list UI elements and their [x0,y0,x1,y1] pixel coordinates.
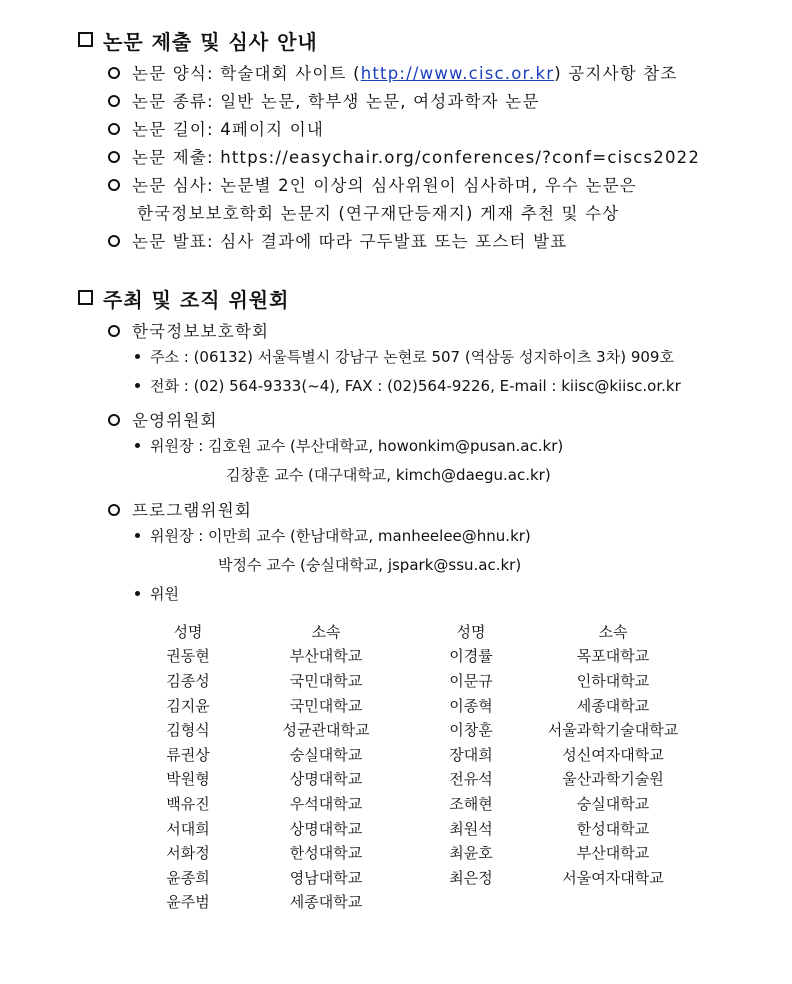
operating-chair-1: 위원장 : 김호원 교수 (부산대학교, howonkim@pusan.ac.kr) [135,435,563,456]
member-name: 이종혁 [449,696,493,715]
checkbox-square-icon [78,32,93,47]
table-row [140,840,700,865]
header-name-1: 성명 [173,622,203,641]
table-row [140,816,700,841]
member-name: 이창훈 [449,721,493,740]
operating-committee-heading: 운영위원회 [108,407,218,431]
checkbox-square-icon [78,290,93,305]
circle-bullet-icon [108,67,120,79]
member-name: 전유석 [449,770,493,789]
member-name: 최윤호 [449,844,493,863]
member-affiliation: 성신여자대학교 [562,745,664,764]
member-affiliation: 영남대학교 [289,868,363,887]
member-affiliation: 국민대학교 [289,671,363,690]
table-row [140,890,700,915]
table-row [140,717,700,742]
members-table-body [140,644,700,915]
circle-bullet-icon [108,95,120,107]
member-affiliation: 서울여자대학교 [562,868,664,887]
table-row [140,767,700,792]
member-affiliation: 세종대학교 [576,696,650,715]
member-name: 최원석 [449,819,493,838]
table-row [140,693,700,718]
member-name: 류권상 [166,745,210,764]
bullet-dot-icon [135,383,140,388]
member-affiliation: 부산대학교 [289,647,363,666]
table-row [140,865,700,890]
circle-bullet-icon [108,414,120,426]
member-name: 김종성 [166,671,210,690]
header-affiliation-2: 소속 [598,622,628,641]
org-heading: 한국정보보호학회 [108,318,269,342]
member-name: 조해현 [449,794,493,813]
section-title-committee: 주최 및 조직 위원회 [78,284,289,313]
table-row [140,791,700,816]
member-name: 윤종희 [166,868,210,887]
circle-bullet-icon [108,123,120,135]
member-affiliation: 인하대학교 [576,671,650,690]
table-row [140,742,700,767]
circle-bullet-icon [108,179,120,191]
member-name: 장대희 [449,745,493,764]
circle-bullet-icon [108,504,120,516]
member-name: 윤주범 [166,893,210,912]
member-name [416,890,526,915]
member-name: 이경률 [449,647,493,666]
member-affiliation: 부산대학교 [576,844,650,863]
program-committee-heading: 프로그램위원회 [108,497,252,521]
member-affiliation: 국민대학교 [289,696,363,715]
member-name: 최은정 [449,868,493,887]
circle-bullet-icon [108,235,120,247]
member-affiliation: 세종대학교 [289,893,363,912]
table-row [140,644,700,669]
list-item-review: 논문 심사: 논문별 2인 이상의 심사위원이 심사하며, 우수 논문은 [108,172,637,196]
member-affiliation: 울산과학기술원 [562,770,664,789]
member-affiliation: 한성대학교 [576,819,650,838]
conference-site-link[interactable]: http://www.cisc.or.kr [360,64,555,83]
list-item-format: 논문 양식: 학술대회 사이트 (http://www.cisc.or.kr) 공지사항 참조 [108,60,678,84]
org-address: 주소 : (06132) 서울특별시 강남구 논현로 507 (역삼동 성지하이츠 3차) 909호 [135,346,674,367]
member-name: 이문규 [449,671,493,690]
list-item-type: 논문 종류: 일반 논문, 학부생 논문, 여성과학자 논문 [108,88,540,112]
header-name-2: 성명 [456,622,486,641]
member-affiliation: 서울과학기술대학교 [547,721,679,740]
circle-bullet-icon [108,325,120,337]
member-affiliation: 우석대학교 [289,794,363,813]
list-item-presentation: 논문 발표: 심사 결과에 따라 구두발표 또는 포스터 발표 [108,228,567,252]
program-chair-2: 박정수 교수 (숭실대학교, jspark@ssu.ac.kr) [218,556,522,574]
member-affiliation: 목포대학교 [576,647,650,666]
org-contact: 전화 : (02) 564-9333(~4), FAX : (02)564-9226, E-mail : kiisc@kiisc.or.kr [135,375,681,396]
member-affiliation: 성균관대학교 [282,721,370,740]
member-affiliation: 상명대학교 [289,819,363,838]
member-name: 김지윤 [166,696,210,715]
member-affiliation: 한성대학교 [289,844,363,863]
member-name: 백유진 [166,794,210,813]
program-chair-1: 위원장 : 이만희 교수 (한남대학교, manheelee@hnu.kr) [135,525,531,546]
member-affiliation: 숭실대학교 [289,745,363,764]
member-name: 서화정 [166,844,210,863]
member-affiliation: 숭실대학교 [576,794,650,813]
list-item-submission: 논문 제출: https://easychair.org/conferences/?conf=ciscs2022 [108,144,700,168]
member-name: 권동현 [166,647,210,666]
members-label: 위원 [135,583,179,604]
table-row [140,668,700,693]
list-item-length: 논문 길이: 4페이지 이내 [108,116,324,140]
bullet-dot-icon [135,354,140,359]
table-header-row [140,619,700,644]
section-title-submission: 논문 제출 및 심사 안내 [78,26,318,55]
member-name: 김형식 [166,721,210,740]
members-table [140,619,700,914]
list-item-review-continued: 한국정보보호학회 논문지 (연구재단등재지) 게재 추천 및 수상 [137,204,620,223]
member-affiliation [526,890,700,915]
member-name: 박원형 [166,770,210,789]
bullet-dot-icon [135,443,140,448]
circle-bullet-icon [108,151,120,163]
member-affiliation: 상명대학교 [289,770,363,789]
member-name: 서대희 [166,819,210,838]
header-affiliation-1: 소속 [311,622,341,641]
operating-chair-2: 김창훈 교수 (대구대학교, kimch@daegu.ac.kr) [226,466,551,484]
bullet-dot-icon [135,591,140,596]
bullet-dot-icon [135,533,140,538]
